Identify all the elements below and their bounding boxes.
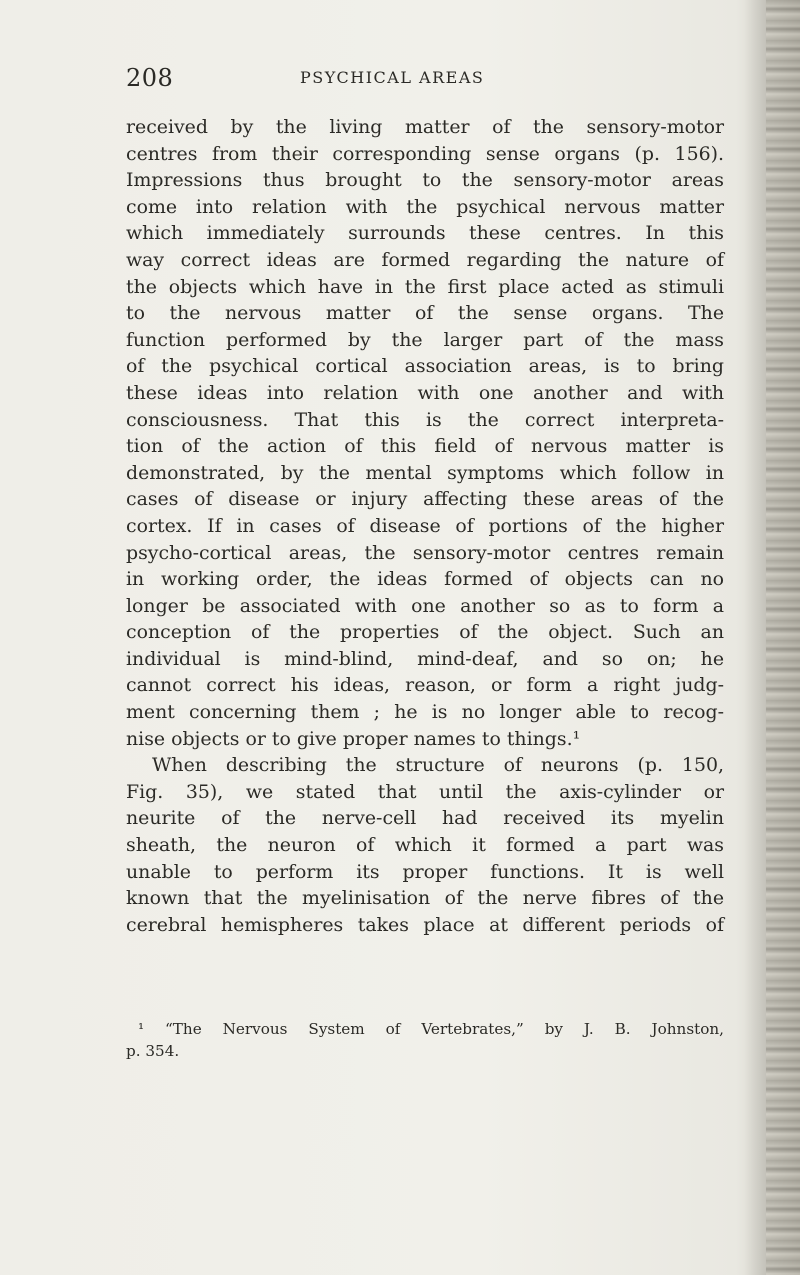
text-line: consciousness. That this is the correct interpreta- <box>126 408 724 431</box>
body-text <box>126 114 724 938</box>
text-line: of the psychical cortical association areas, is to bring <box>126 355 724 378</box>
text-line: ment concerning them ; he is no longer able to recog- <box>126 701 724 724</box>
text-line: demonstrated, by the mental symptoms which follow in <box>126 461 724 484</box>
text-line: come into relation with the psychical nervous matter <box>126 195 724 218</box>
text-line: cerebral hemispheres takes place at different periods of <box>126 913 724 936</box>
text-line: tion of the action of this field of nervous matter is <box>126 435 724 458</box>
text-line: nise objects or to give proper names to things.¹ <box>126 727 581 750</box>
page-edge <box>766 0 800 1275</box>
text-line: individual is mind-blind, mind-deaf, and so on; he <box>126 647 724 670</box>
text-line: neurite of the nerve-cell had received its myelin <box>126 807 724 830</box>
text-line: cannot correct his ideas, reason, or form a right judg- <box>126 674 724 697</box>
text-line: sheath, the neuron of which it formed a part was <box>126 834 724 857</box>
text-line: which immediately surrounds these centres. In this <box>126 222 724 245</box>
footnote-line: p. 354. <box>126 1042 180 1060</box>
text-line: Impressions thus brought to the sensory-motor areas <box>126 169 724 192</box>
running-head: PSYCHICAL AREAS <box>300 68 485 87</box>
text-line: Fig. 35), we stated that until the axis-cylinder or <box>126 780 724 803</box>
text-line: cases of disease or injury affecting these areas of the <box>126 488 724 511</box>
text-line: in working order, the ideas formed of objects can no <box>126 568 724 591</box>
footnote <box>126 1018 724 1062</box>
text-line: centres from their corresponding sense organs (p. 156). <box>126 142 724 165</box>
text-line: conception of the properties of the object. Such an <box>126 621 724 644</box>
text-line: the objects which have in the first place acted as stimuli <box>126 275 724 298</box>
text-line: When describing the structure of neurons (p. 150, <box>152 754 724 777</box>
binding-shadow <box>744 0 766 1275</box>
text-line: unable to perform its proper functions. It is well <box>126 860 724 883</box>
text-line: longer be associated with one another so as to form a <box>126 594 724 617</box>
footnote-line: ¹ “The Nervous System of Vertebrates,” by J. B. Johnston, <box>138 1020 724 1038</box>
page-number: 208 <box>126 64 174 92</box>
text-line: these ideas into relation with one another and with <box>126 381 724 404</box>
text-line: cortex. If in cases of disease of portions of the higher <box>126 514 724 537</box>
text-line: psycho-cortical areas, the sensory-motor centres remain <box>126 541 724 564</box>
text-line: received by the living matter of the sensory-motor <box>126 116 724 138</box>
text-line: known that the myelinisation of the nerve fibres of the <box>126 887 724 910</box>
text-line: function performed by the larger part of the mass <box>126 328 724 351</box>
text-line: way correct ideas are formed regarding the nature of <box>126 248 724 271</box>
text-line: to the nervous matter of the sense organs. The <box>126 302 724 325</box>
